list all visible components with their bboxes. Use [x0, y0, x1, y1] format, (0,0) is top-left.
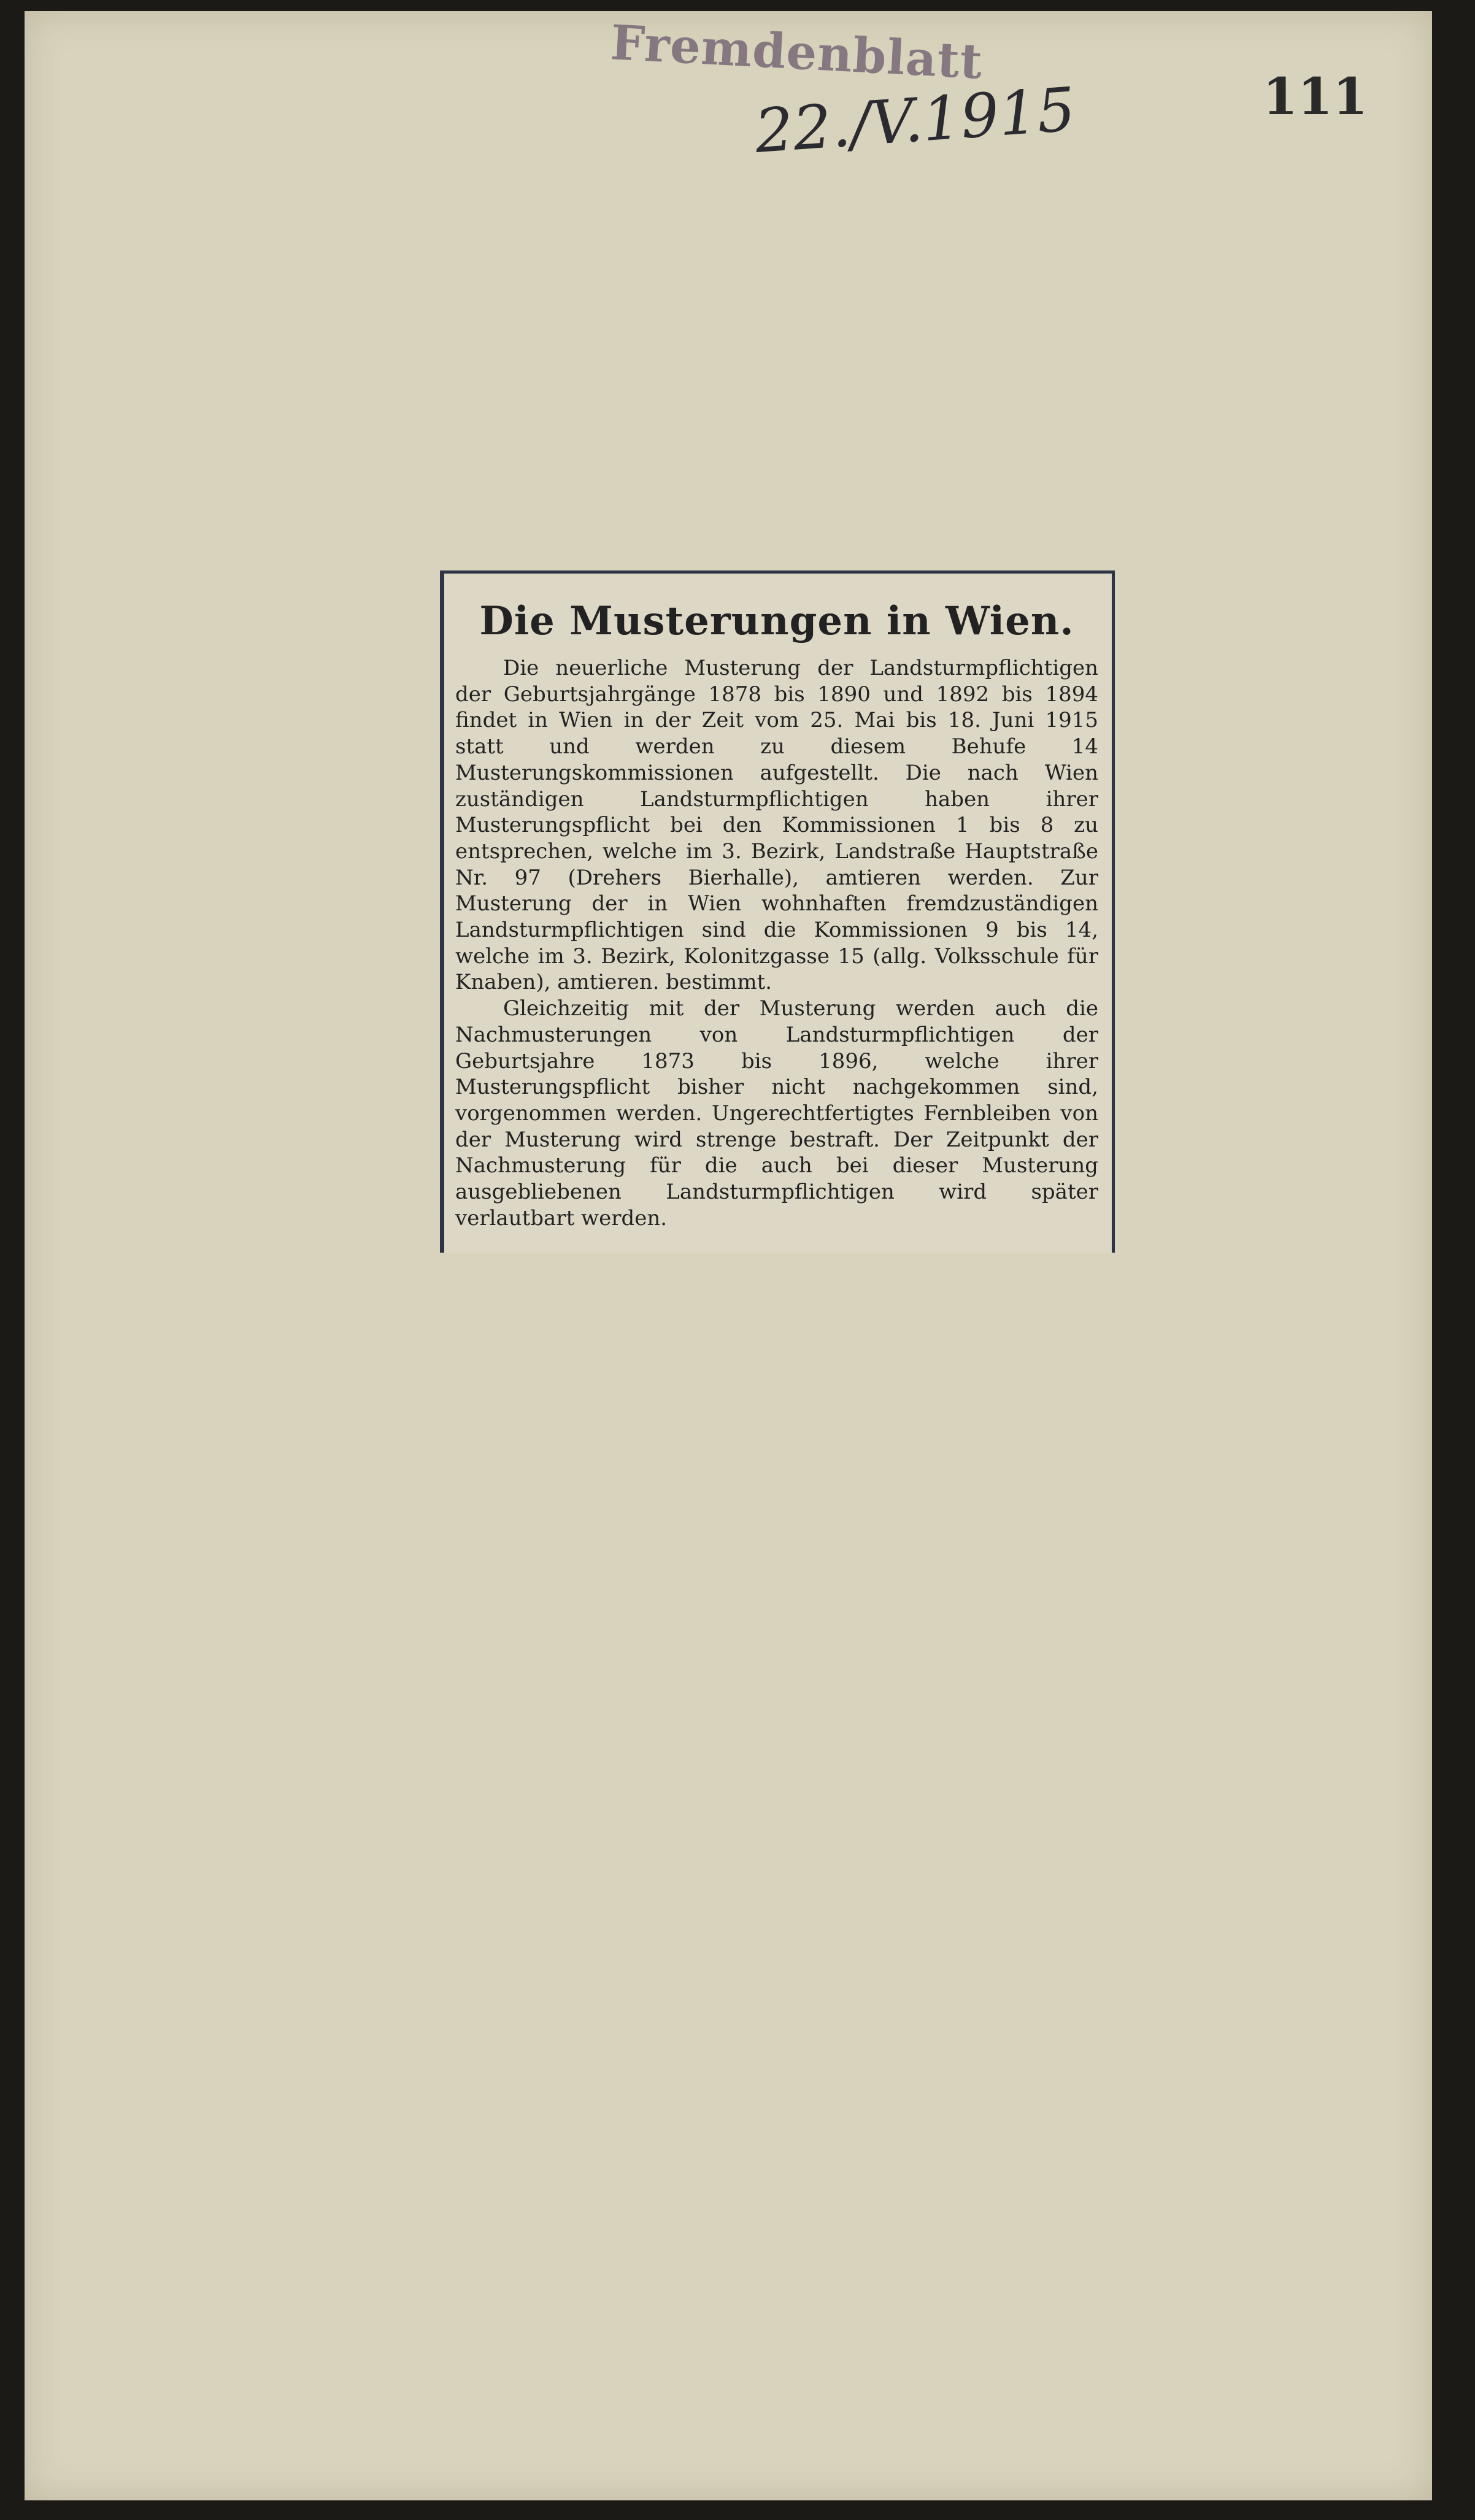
- article-paragraph-2: Gleichzeitig mit der Musterung werden auch die Nachmusterungen von Landsturmpflichtigen der Geburtsjahre 1873 bis 1896, welche ihrer Musterungspflicht bisher nicht nachgekommen sind, vorgenommen werden. Ungerechtfertigtes Fernbleiben von der Musterung wird strenge bestraft. Der Zeitpunkt der Nachmusterung für die auch bei dieser Musterung ausgebliebenen Landsturmpflichtigen wird später verlautbart werden.: [455, 996, 1098, 1231]
- newspaper-clipping: [440, 570, 1115, 1253]
- handwritten-date: 22./V.1915: [752, 74, 1078, 167]
- article-title: Die Musterungen in Wien.: [479, 598, 1074, 644]
- archive-sheet: [25, 11, 1432, 2500]
- folio-number: 111: [1262, 67, 1368, 126]
- newspaper-stamp: Fremdenblatt: [609, 15, 984, 90]
- article-paragraph-1: Die neuerliche Musterung der Landsturmpflichtigen der Geburtsjahrgänge 1878 bis 1890 und 1892 bis 1894 findet in Wien in der Zeit vom 25. Mai bis 18. Juni 1915 statt und werden zu diesem Behufe 14 Musterungskommissionen aufgestellt. Die nach Wien zuständigen Landsturmpflichtigen haben ihrer Musterungspflicht bei den Kommissionen 1 bis 8 zu entsprechen, welche im 3. Bezirk, Landstraße Hauptstraße Nr. 97 (Drehers Bierhalle), amtieren werden. Zur Musterung der in Wien wohnhaften fremdzuständigen Landsturmpflichtigen sind die Kommissionen 9 bis 14, welche im 3. Bezirk, Kolonitzgasse 15 (allg. Volksschule für Knaben), amtieren. bestimmt.: [455, 656, 1098, 995]
